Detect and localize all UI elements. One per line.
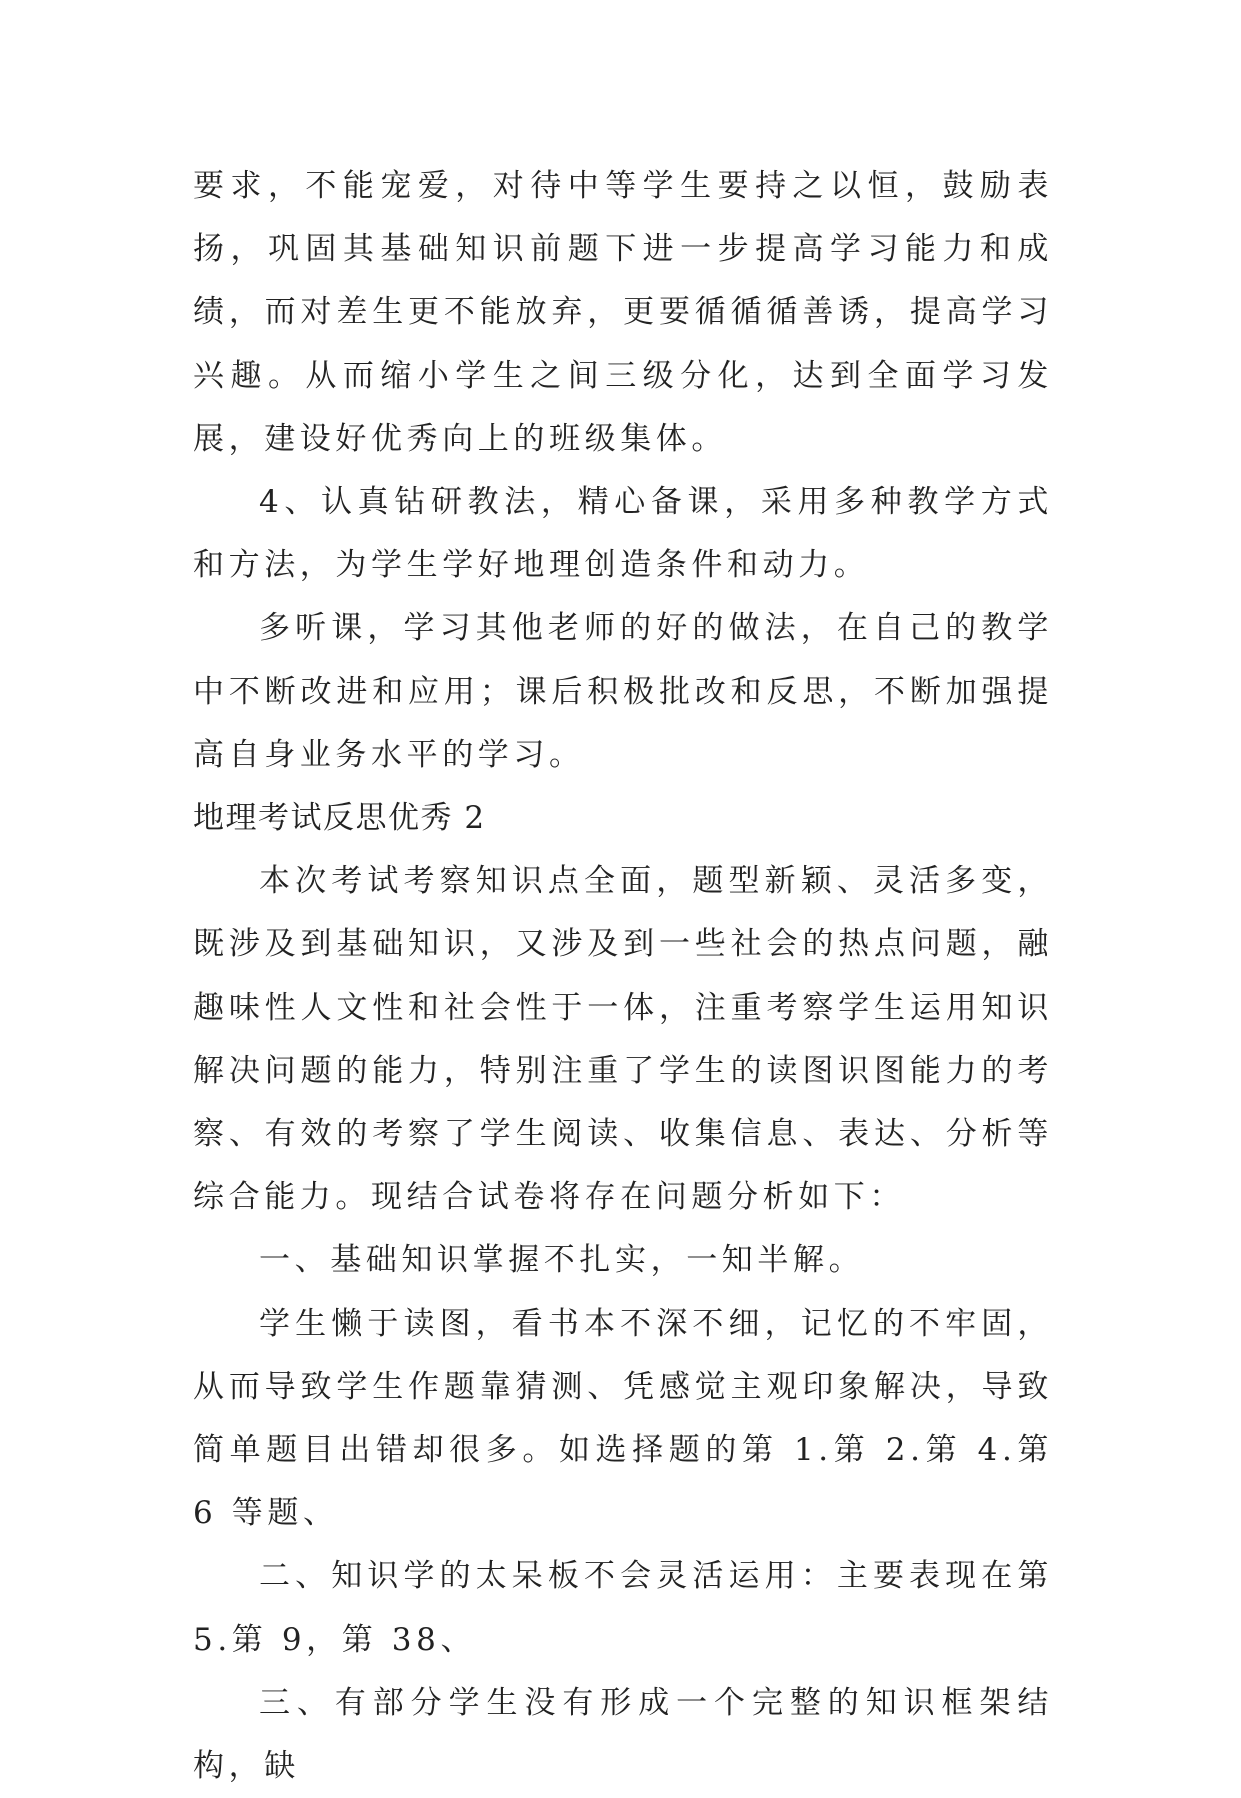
section-heading: 地理考试反思优秀 2 bbox=[193, 800, 486, 837]
paragraph-issue-2: 二、知识学的太呆板不会灵活运用：主要表现在第 5.第 9，第 38、 bbox=[193, 1558, 1053, 1658]
paragraph-exam-overview: 本次考试考察知识点全面，题型新颖、灵活多变，既涉及到基础知识，又涉及到一些社会的热点问题，融趣味性人文性和社会性于一体，注重考察学生运用知识解决问题的能力，特别注重了学生的读图识图能力的考察、有效的考察了学生阅读、收集信息、表达、分析等综合能力。现结合试卷将存在问题分析如下： bbox=[193, 863, 1053, 1216]
paragraph-issue-1-detail: 学生懒于读图，看书本不深不细，记忆的不牢固，从而导致学生作题靠猜测、凭感觉主观印象解决，导致简单题目出错却很多。如选择题的第 1.第 2.第 4.第 6 等题、 bbox=[193, 1305, 1053, 1532]
paragraph-continuation: 要求，不能宠爱，对待中等学生要持之以恒，鼓励表扬，巩固其基础知识前题下进一步提高学习能力和成绩，而对差生更不能放弃，更要循循循善诱，提高学习兴趣。从而缩小学生之间三级分化，达到全面学习发展，建设好优秀向上的班级集体。 bbox=[193, 168, 1053, 457]
paragraph-issue-3: 三、有部分学生没有形成一个完整的知识框架结构，缺 bbox=[193, 1684, 1053, 1785]
paragraph-issue-1: 一、基础知识掌握不扎实，一知半解。 bbox=[259, 1242, 865, 1279]
document-body bbox=[193, 155, 1053, 1798]
paragraph-listen-classes: 多听课，学习其他老师的好的做法，在自己的教学中不断改进和应用；课后积极批改和反思，不断加强提高自身业务水平的学习。 bbox=[193, 610, 1053, 773]
paragraph-point-4: 4、认真钻研教法，精心备课，采用多种教学方式和方法，为学生学好地理创造条件和动力。 bbox=[193, 484, 1053, 584]
